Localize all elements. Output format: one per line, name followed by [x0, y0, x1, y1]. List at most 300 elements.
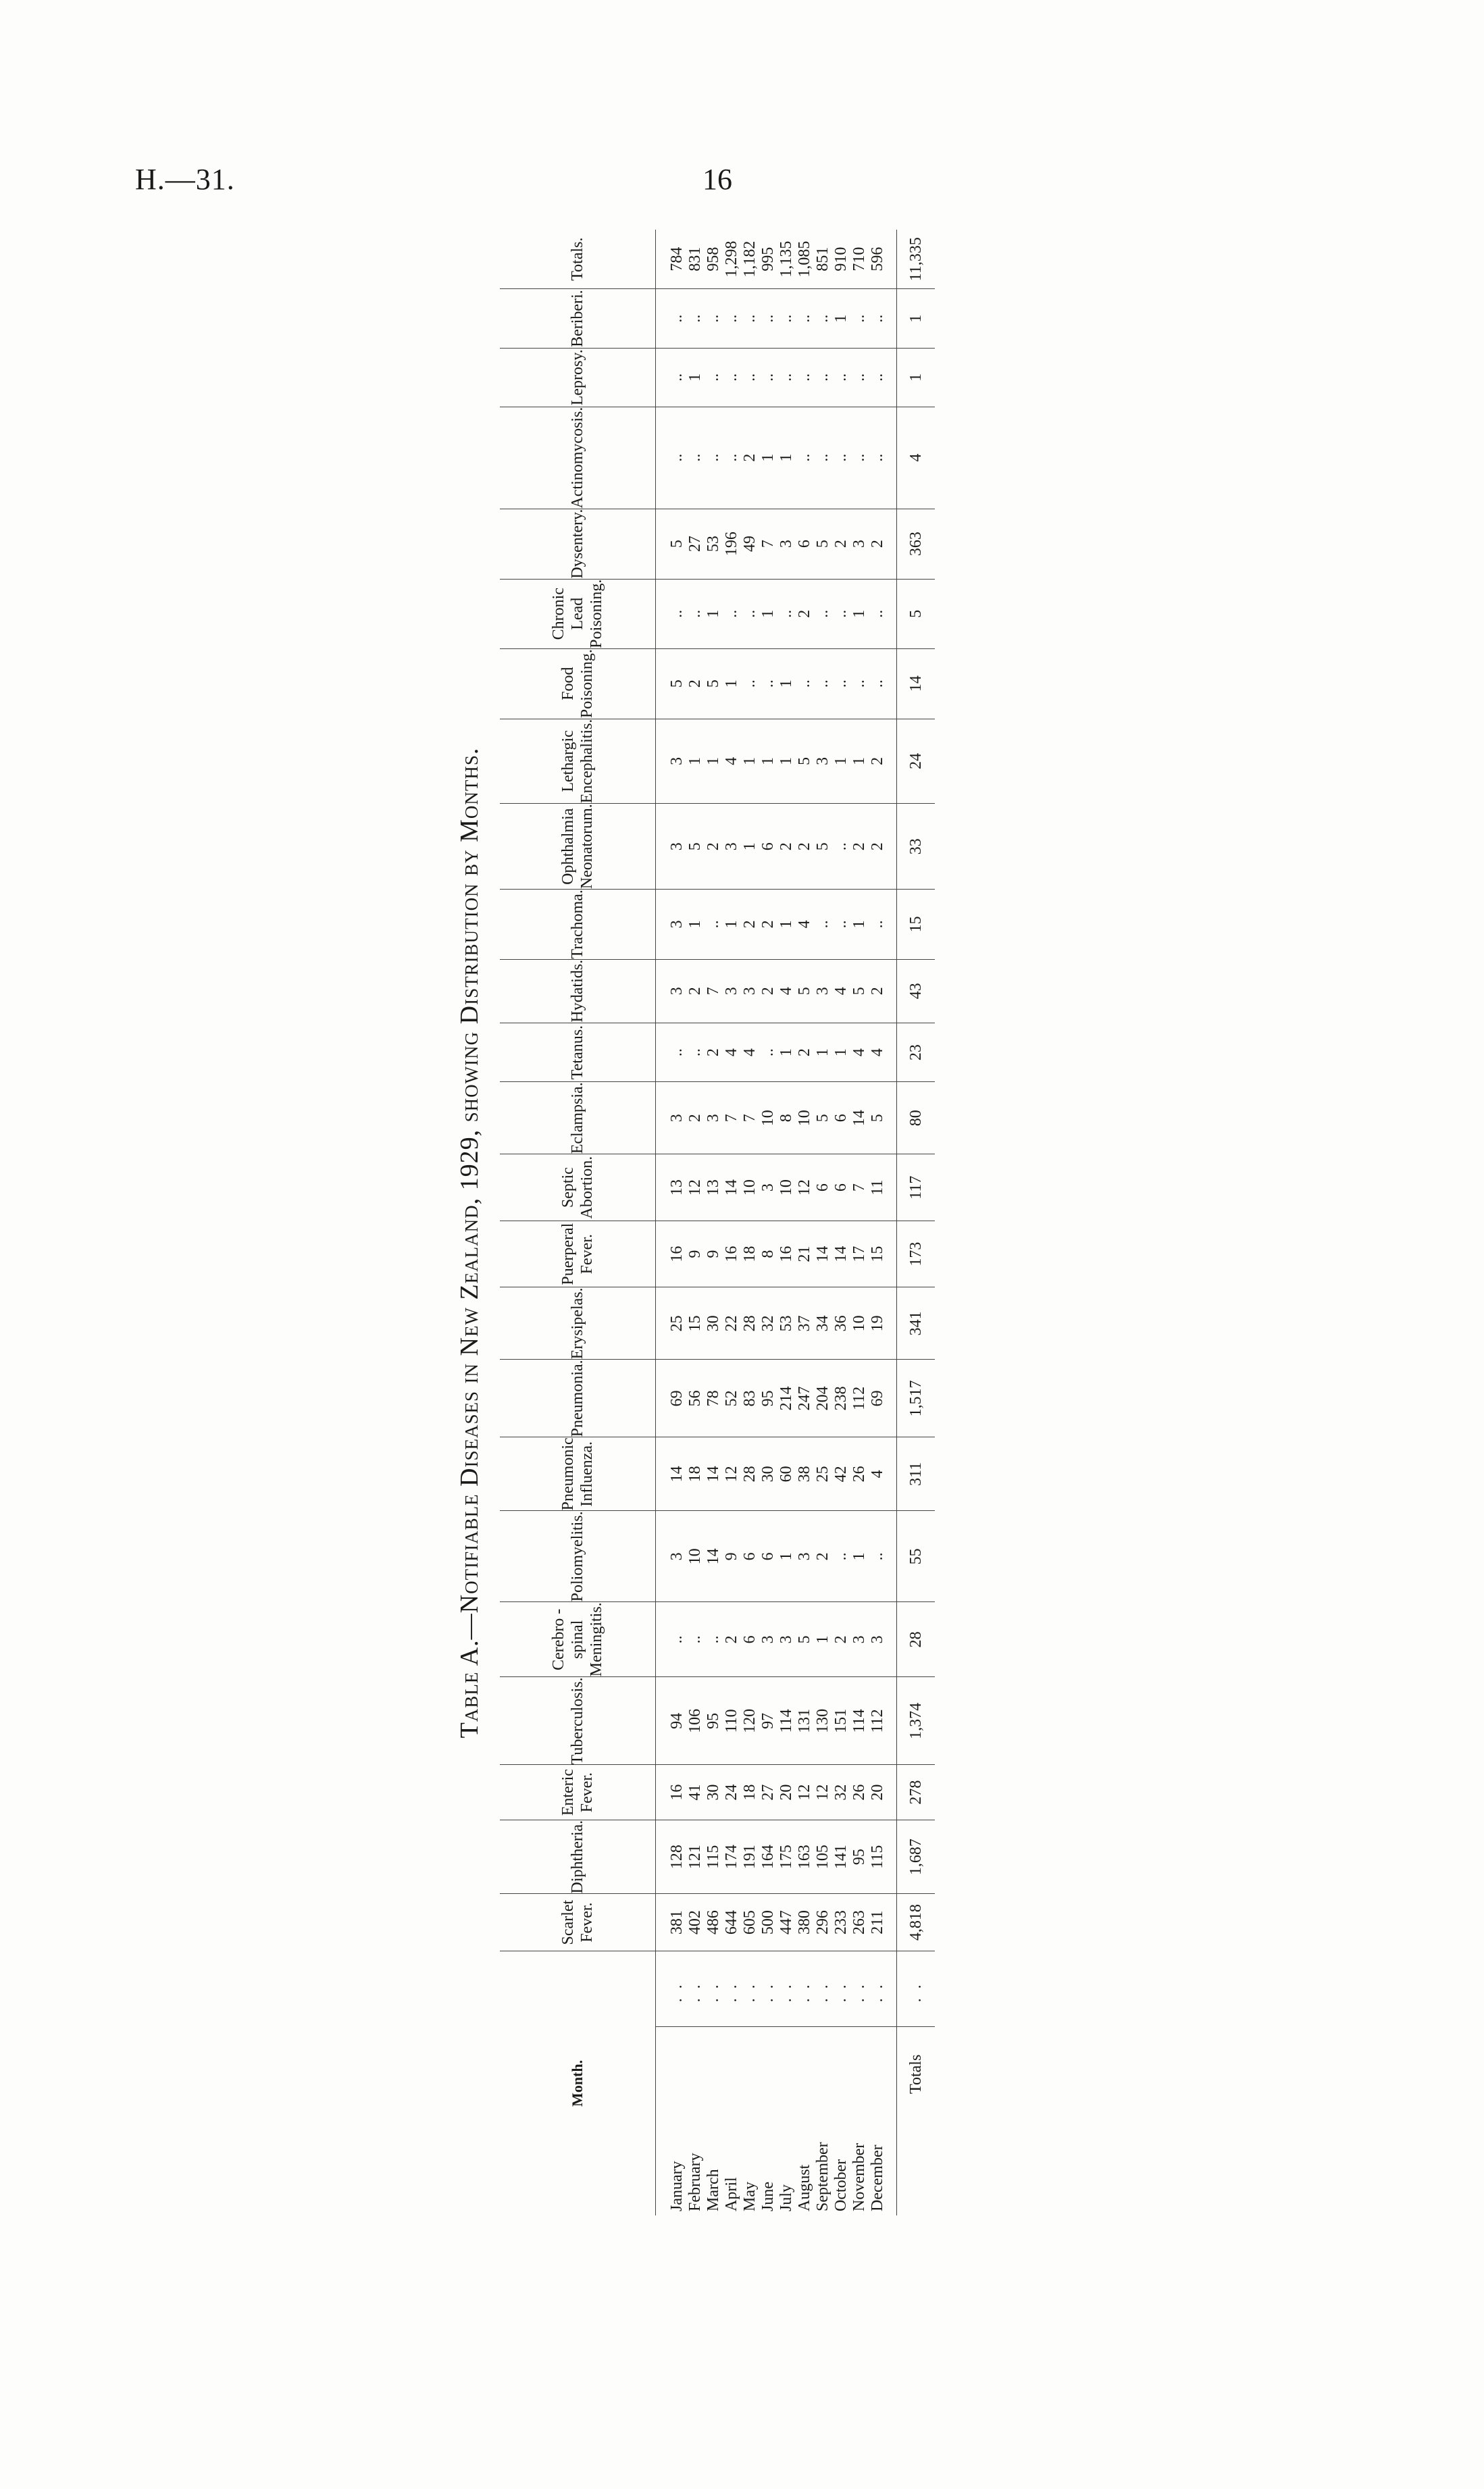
value-cell: 1	[832, 1023, 850, 1081]
value-cell: ..	[686, 1023, 705, 1081]
value-cell: 53	[777, 1287, 796, 1360]
value-cell: 16	[656, 1765, 687, 1820]
column-header: Pneumonic Influenza.	[500, 1437, 656, 1511]
value-cell: 2	[777, 804, 796, 890]
table-row	[796, 230, 814, 2215]
value-cell: 5	[796, 959, 814, 1023]
month-cell: June	[759, 2182, 777, 2211]
value-cell: 5	[850, 959, 869, 1023]
value-cell: 24	[723, 1765, 741, 1820]
month-cell: December	[869, 2026, 897, 2215]
value-cell: 211	[869, 1894, 897, 1951]
value-cell: 95	[705, 1677, 723, 1765]
value-cell: 3	[656, 1511, 687, 1602]
value-cell: 30	[705, 1287, 723, 1360]
leader-dots: ..	[796, 1951, 814, 2026]
value-cell: 6	[796, 509, 814, 579]
value-cell: 18	[741, 1765, 759, 1820]
total-cell: 15	[897, 890, 936, 959]
value-cell: 7	[723, 1082, 741, 1154]
total-cell: 1	[897, 289, 936, 349]
value-cell: 1	[705, 579, 723, 648]
value-cell: 3	[759, 1154, 777, 1221]
value-cell: 15	[686, 1287, 705, 1360]
value-cell: ..	[705, 289, 723, 349]
column-header: Dysentery.	[500, 509, 656, 579]
value-cell: 1	[741, 804, 759, 890]
value-cell: 2	[759, 959, 777, 1023]
table-row	[705, 230, 723, 2215]
value-cell: 2	[686, 648, 705, 719]
total-cell: 14	[897, 648, 936, 719]
value-cell: 49	[741, 509, 759, 579]
value-cell: 1	[705, 719, 723, 804]
table-row	[777, 230, 796, 2215]
value-cell: 1	[777, 648, 796, 719]
value-cell: 42	[832, 1437, 850, 1511]
value-cell: ..	[832, 804, 850, 890]
value-cell: 831	[686, 230, 705, 289]
value-cell: 3	[814, 959, 832, 1023]
value-cell: 3	[656, 719, 687, 804]
value-cell: 1	[777, 1023, 796, 1081]
value-cell: ..	[796, 648, 814, 719]
value-cell: 8	[777, 1082, 796, 1154]
value-cell: 14	[850, 1082, 869, 1154]
value-cell: 5	[796, 1602, 814, 1677]
total-cell: 1,687	[897, 1820, 936, 1894]
value-cell: ..	[832, 648, 850, 719]
table-title-prefix: Table A.—	[455, 1613, 484, 1739]
value-cell: ..	[814, 579, 832, 648]
value-cell: 22	[723, 1287, 741, 1360]
value-cell: 605	[741, 1894, 759, 1951]
value-cell: 30	[759, 1437, 777, 1511]
value-cell: 447	[777, 1894, 796, 1951]
column-header: Cerebro - spinal Meningitis.	[500, 1602, 656, 1677]
value-cell: ..	[723, 407, 741, 509]
value-cell: 1	[777, 890, 796, 959]
total-cell: 363	[897, 509, 936, 579]
value-cell: ..	[869, 890, 897, 959]
total-cell: 341	[897, 1287, 936, 1360]
leader-dots: ..	[832, 1951, 850, 2026]
column-header: Leprosy.	[500, 348, 656, 407]
value-cell: 1	[814, 1023, 832, 1081]
value-cell: 5	[814, 509, 832, 579]
value-cell: ..	[686, 289, 705, 349]
value-cell: 1	[832, 289, 850, 349]
value-cell: 7	[705, 959, 723, 1023]
value-cell: 26	[850, 1765, 869, 1820]
value-cell: 2	[796, 804, 814, 890]
value-cell: 13	[705, 1154, 723, 1221]
value-cell: 2	[832, 509, 850, 579]
value-cell: 112	[850, 1360, 869, 1437]
table-row	[850, 230, 869, 2215]
total-cell: 1,374	[897, 1677, 936, 1765]
value-cell: 21	[796, 1221, 814, 1287]
total-cell: 80	[897, 1082, 936, 1154]
total-cell: 33	[897, 804, 936, 890]
value-cell: 30	[705, 1765, 723, 1820]
value-cell: 6	[759, 1511, 777, 1602]
value-cell: 5	[814, 1082, 832, 1154]
value-cell: 10	[796, 1082, 814, 1154]
value-cell: 644	[723, 1894, 741, 1951]
leader-dots: ..	[656, 1951, 687, 2026]
value-cell: 1	[686, 719, 705, 804]
value-cell: 1	[777, 407, 796, 509]
totals-label: Totals	[907, 2054, 925, 2094]
value-cell: 2	[869, 959, 897, 1023]
value-cell: 2	[832, 1602, 850, 1677]
value-cell: 2	[686, 959, 705, 1023]
value-cell: ..	[814, 648, 832, 719]
column-header: Chronic Lead Poisoning.	[500, 579, 656, 648]
value-cell: 12	[796, 1154, 814, 1221]
total-cell: 1	[897, 348, 936, 407]
table-row	[814, 230, 832, 2215]
value-cell: 130	[814, 1677, 832, 1765]
value-cell: 1	[850, 890, 869, 959]
value-cell: 3	[656, 890, 687, 959]
table-row	[656, 230, 687, 2215]
value-cell: 25	[656, 1287, 687, 1360]
value-cell: 95	[759, 1360, 777, 1437]
value-cell: 18	[741, 1221, 759, 1287]
month-cell: October	[832, 2159, 850, 2211]
value-cell: 38	[796, 1437, 814, 1511]
value-cell: 78	[705, 1360, 723, 1437]
value-cell: ..	[796, 289, 814, 349]
value-cell: 14	[723, 1154, 741, 1221]
value-cell: 3	[777, 1602, 796, 1677]
table-row	[759, 230, 777, 2215]
value-cell: ..	[777, 289, 796, 349]
column-header: Enteric Fever.	[500, 1765, 656, 1820]
total-cell: 1,517	[897, 1360, 936, 1437]
value-cell: ..	[656, 1023, 687, 1081]
value-cell: 106	[686, 1677, 705, 1765]
value-cell: 27	[686, 509, 705, 579]
leader-dots: ..	[686, 1951, 705, 2026]
value-cell: 500	[759, 1894, 777, 1951]
value-cell: 851	[814, 230, 832, 289]
value-cell: 380	[796, 1894, 814, 1951]
value-cell: ..	[850, 289, 869, 349]
value-cell: 196	[723, 509, 741, 579]
column-header: Scarlet Fever.	[500, 1894, 656, 1951]
value-cell: 1	[723, 890, 741, 959]
value-cell: ..	[656, 579, 687, 648]
value-cell: 60	[777, 1437, 796, 1511]
value-cell: 18	[686, 1437, 705, 1511]
value-cell: 128	[656, 1820, 687, 1894]
value-cell: 151	[832, 1677, 850, 1765]
value-cell: ..	[759, 648, 777, 719]
value-cell: 6	[759, 804, 777, 890]
value-cell: 2	[796, 1023, 814, 1081]
value-cell: 2	[796, 579, 814, 648]
value-cell: 3	[656, 959, 687, 1023]
month-cell: April	[723, 2177, 740, 2211]
value-cell: 296	[814, 1894, 832, 1951]
value-cell: 3	[723, 804, 741, 890]
value-cell: 112	[869, 1677, 897, 1765]
value-cell: 32	[759, 1287, 777, 1360]
value-cell: 95	[850, 1820, 869, 1894]
leader-dots: ..	[777, 1951, 796, 2026]
value-cell: ..	[850, 648, 869, 719]
value-cell: 6	[741, 1511, 759, 1602]
value-cell: 16	[777, 1221, 796, 1287]
value-cell: 32	[832, 1765, 850, 1820]
month-cell: August	[796, 2164, 813, 2211]
page-number: 16	[702, 163, 732, 196]
value-cell: ..	[869, 1511, 897, 1602]
value-cell: 5	[656, 509, 687, 579]
value-cell: 2	[850, 804, 869, 890]
value-cell: 3	[850, 509, 869, 579]
value-cell: 2	[741, 407, 759, 509]
value-cell: 16	[656, 1221, 687, 1287]
value-cell: 381	[656, 1894, 687, 1951]
value-cell: 114	[850, 1677, 869, 1765]
value-cell: 174	[723, 1820, 741, 1894]
value-cell: 8	[759, 1221, 777, 1287]
value-cell: ..	[814, 348, 832, 407]
value-cell: 4	[723, 1023, 741, 1081]
total-cell: 173	[897, 1221, 936, 1287]
value-cell: 69	[869, 1360, 897, 1437]
value-cell: 10	[759, 1082, 777, 1154]
value-cell: 1	[850, 1511, 869, 1602]
value-cell: 105	[814, 1820, 832, 1894]
value-cell: ..	[741, 648, 759, 719]
value-cell: 910	[832, 230, 850, 289]
value-cell: ..	[705, 890, 723, 959]
value-cell: 2	[705, 804, 723, 890]
notifiable-diseases-table	[500, 230, 935, 2215]
value-cell: 14	[814, 1221, 832, 1287]
month-cell: May	[741, 2182, 759, 2211]
value-cell: 2	[759, 890, 777, 959]
column-header: Tuberculosis.	[500, 1677, 656, 1765]
total-cell: 4,818	[897, 1894, 936, 1951]
value-cell: 2	[814, 1511, 832, 1602]
value-cell: 56	[686, 1360, 705, 1437]
value-cell: 83	[741, 1360, 759, 1437]
value-cell: 4	[723, 719, 741, 804]
value-cell: 1	[814, 1602, 832, 1677]
value-cell: ..	[656, 407, 687, 509]
column-header: Tetanus.	[500, 1023, 656, 1081]
value-cell: 20	[869, 1765, 897, 1820]
value-cell: 6	[741, 1602, 759, 1677]
column-header: Ophthalmia Neonatorum.	[500, 804, 656, 890]
value-cell: ..	[832, 407, 850, 509]
column-header: Septic Abortion.	[500, 1154, 656, 1221]
value-cell: 2	[723, 1602, 741, 1677]
column-header: Eclampsia.	[500, 1082, 656, 1154]
value-cell: 1	[777, 719, 796, 804]
value-cell: 1	[686, 890, 705, 959]
value-cell: 263	[850, 1894, 869, 1951]
leader-dots: ..	[869, 1951, 897, 2026]
value-cell: 9	[723, 1511, 741, 1602]
value-cell: ..	[723, 289, 741, 349]
value-cell: 1	[832, 719, 850, 804]
value-cell: 14	[705, 1511, 723, 1602]
value-cell: 120	[741, 1677, 759, 1765]
total-cell: 24	[897, 719, 936, 804]
value-cell: ..	[814, 407, 832, 509]
value-cell: 26	[850, 1437, 869, 1511]
value-cell: 164	[759, 1820, 777, 1894]
value-cell: 7	[850, 1154, 869, 1221]
table-row	[723, 230, 741, 2215]
value-cell: 20	[777, 1765, 796, 1820]
leader-dots: ..	[705, 1951, 723, 2026]
value-cell: ..	[832, 890, 850, 959]
month-cell: July	[777, 2184, 795, 2211]
total-cell: 117	[897, 1154, 936, 1221]
value-cell: 1	[759, 407, 777, 509]
value-cell: 6	[814, 1154, 832, 1221]
column-header: Pneumonia.	[500, 1360, 656, 1437]
value-cell: ..	[777, 348, 796, 407]
value-cell: 1,085	[796, 230, 814, 289]
value-cell: 1	[686, 348, 705, 407]
value-cell: 3	[869, 1602, 897, 1677]
value-cell: 2	[741, 890, 759, 959]
value-cell: 14	[832, 1221, 850, 1287]
value-cell: ..	[741, 579, 759, 648]
value-cell: 2	[705, 1023, 723, 1081]
leader-dots: ..	[759, 1951, 777, 2026]
value-cell: 10	[777, 1154, 796, 1221]
value-cell: 37	[796, 1287, 814, 1360]
total-cell: 28	[897, 1602, 936, 1677]
value-cell: 1	[850, 579, 869, 648]
value-cell: ..	[814, 289, 832, 349]
value-cell: 97	[759, 1677, 777, 1765]
value-cell: 19	[869, 1287, 897, 1360]
value-cell: 3	[759, 1602, 777, 1677]
value-cell: 1	[850, 719, 869, 804]
value-cell: 7	[759, 509, 777, 579]
value-cell: 2	[869, 509, 897, 579]
value-cell: 34	[814, 1287, 832, 1360]
month-cell: January	[668, 2161, 686, 2211]
table-title	[446, 230, 493, 2256]
value-cell: 13	[656, 1154, 687, 1221]
value-cell: 163	[796, 1820, 814, 1894]
value-cell: ..	[705, 348, 723, 407]
value-cell: 238	[832, 1360, 850, 1437]
month-cell: September	[814, 2142, 831, 2211]
value-cell: 12	[686, 1154, 705, 1221]
total-cell: 55	[897, 1511, 936, 1602]
value-cell: ..	[777, 579, 796, 648]
value-cell: 141	[832, 1820, 850, 1894]
column-header: Hydatids.	[500, 959, 656, 1023]
value-cell: 784	[656, 230, 687, 289]
value-cell: 3	[656, 804, 687, 890]
value-cell: 710	[850, 230, 869, 289]
value-cell: ..	[814, 890, 832, 959]
value-cell: 4	[850, 1023, 869, 1081]
value-cell: ..	[850, 407, 869, 509]
value-cell: 247	[796, 1360, 814, 1437]
value-cell: 5	[869, 1082, 897, 1154]
value-cell: 4	[832, 959, 850, 1023]
column-header: Erysipelas.	[500, 1287, 656, 1360]
value-cell: 36	[832, 1287, 850, 1360]
value-cell: 5	[705, 648, 723, 719]
value-cell: ..	[759, 289, 777, 349]
total-cell: 43	[897, 959, 936, 1023]
value-cell: 115	[869, 1820, 897, 1894]
value-cell: 9	[686, 1221, 705, 1287]
value-cell: 15	[869, 1221, 897, 1287]
column-header: Lethargic Encephalitis.	[500, 719, 656, 804]
value-cell: 16	[723, 1221, 741, 1287]
value-cell: 27	[759, 1765, 777, 1820]
value-cell: ..	[869, 579, 897, 648]
table-row	[741, 230, 759, 2215]
value-cell: ..	[832, 348, 850, 407]
leader-dots: ..	[814, 1951, 832, 2026]
value-cell: 14	[656, 1437, 687, 1511]
value-cell: ..	[850, 348, 869, 407]
month-cell: March	[705, 2169, 722, 2211]
value-cell: ..	[796, 348, 814, 407]
column-header-month: Month.	[500, 1951, 656, 2215]
value-cell: 11	[869, 1154, 897, 1221]
column-header: Trachoma.	[500, 890, 656, 959]
value-cell: 110	[723, 1677, 741, 1765]
value-cell: 53	[705, 509, 723, 579]
column-header: Totals.	[500, 230, 656, 289]
total-cell: 23	[897, 1023, 936, 1081]
value-cell: 2	[686, 1082, 705, 1154]
value-cell: 214	[777, 1360, 796, 1437]
value-cell: 4	[741, 1023, 759, 1081]
value-cell: ..	[723, 348, 741, 407]
value-cell: 204	[814, 1360, 832, 1437]
value-cell: ..	[723, 579, 741, 648]
value-cell: 3	[741, 959, 759, 1023]
value-cell: 4	[777, 959, 796, 1023]
value-cell: 486	[705, 1894, 723, 1951]
value-cell: 10	[686, 1511, 705, 1602]
column-header: Diphtheria.	[500, 1820, 656, 1894]
value-cell: 1,182	[741, 230, 759, 289]
table-row	[832, 230, 850, 2215]
column-header: Food Poisoning.	[500, 648, 656, 719]
value-cell: 3	[705, 1082, 723, 1154]
value-cell: 12	[796, 1765, 814, 1820]
value-cell: ..	[759, 348, 777, 407]
value-cell: 4	[869, 1023, 897, 1081]
value-cell: 69	[656, 1360, 687, 1437]
value-cell: ..	[741, 289, 759, 349]
value-cell: 52	[723, 1360, 741, 1437]
value-cell: 5	[656, 648, 687, 719]
value-cell: ..	[759, 1023, 777, 1081]
